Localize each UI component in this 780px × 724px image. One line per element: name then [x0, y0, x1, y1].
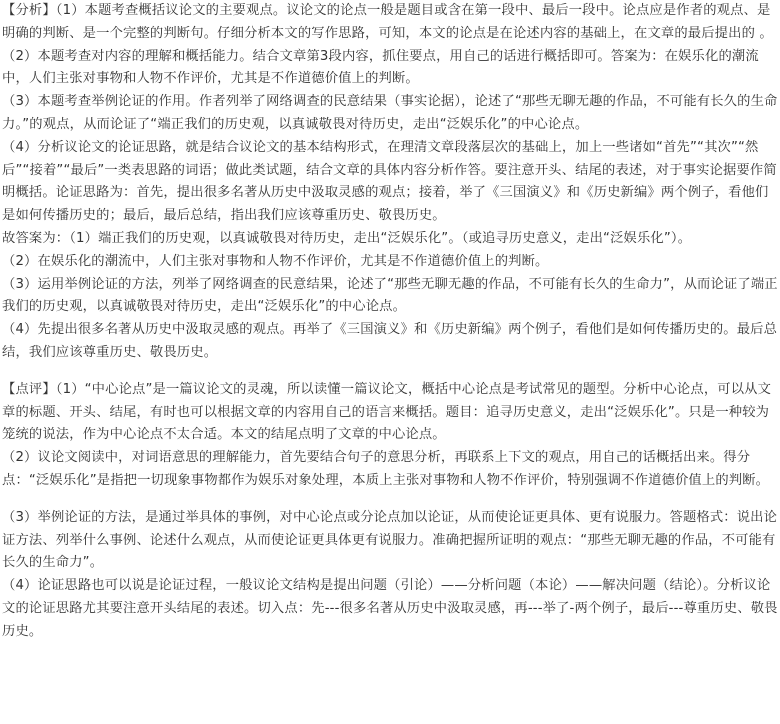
comment-paragraph-4: （4）论证思路也可以说是论证过程，一般议论文结构是提出问题（引论）——分析问题（本论）——解决问题（结论）。分析议论文的论证思路尤其要注意开头结尾的表述。切入点：先---很多名著从历史中汲取灵感，再---举了-两个例子，最后---尊重历史、敬畏历史。: [2, 578, 778, 639]
comment-paragraph-1: 【点评】（1）“中心论点”是一篇议论文的灵魂，所以读懂一篇议论文，概括中心论点是考试常见的题型。分析中心论点，可以从文章的标题、开头、结尾，有时也可以根据文章的内容用自己的语言来概括。题目：追寻历史意义，走出“泛娱乐化”。只是一种较为笼统的说法，作为中心论点不太合适。本文的结尾点明了文章的中心论点。: [2, 381, 772, 443]
analysis-paragraph-2: （2）本题考查对内容的理解和概括能力。结合文章第3段内容，抓住要点，用自己的话进行概括即可。答案为：在娱乐化的潮流中，人们主张对事物和人物不作评价，尤其是不作道德价值上的判断。: [2, 48, 759, 87]
answer-paragraph-3: （3）运用举例论证的方法，列举了网络调查的民意结果，论述了“那些无聊无趣的作品，不可能有长久的生命力”，从而论证了端正我们的历史观，以真诚敬畏对待历史，走出“泛娱乐化”的中心论点。: [2, 276, 778, 315]
comment-paragraph-3: （3）举例论证的方法，是通过举具体的事例，对中心论点或分论点加以论证，从而使论证更具体、更有说服力。答题格式：说出论证方法、列举什么事例、论述什么观点，从而使论证更具体更有说服力。准确把握所证明的观点：“那些无聊无趣的作品，不可能有长久的生命力”。: [2, 509, 778, 571]
answer-paragraph-1: 故答案为：（1）端正我们的历史观，以真诚敬畏对待历史，走出“泛娱乐化”。（或追寻历史意义，走出“泛娱乐化”）。: [2, 230, 692, 246]
answer-paragraph-2: （2）在娱乐化的潮流中，人们主张对事物和人物不作评价，尤其是不作道德价值上的判断。: [2, 253, 549, 269]
analysis-paragraph-1: 【分析】（1）本题考查概括议论文的主要观点。议论文的论点一般是题目或含在第一段中、最后一段中。论点应是作者的观点、是明确的判断、是一个完整的判断句。仔细分析本文的写作思路，可知，本文的论点是在论述内容的基础上，在文章的最后提出的 。: [2, 3, 773, 41]
analysis-paragraph-4: （4）分析议论文的论证思路，就是结合议论文的基本结构形式，在理清文章段落层次的基础上，加上一些诸如“首先”“其次”“然后”“接着”“最后”一类表思路的词语；做此类试题，结合文章的具体内容分析作答。要注意开头、结尾的表述，对于事实论据要作简明概括。论证思路为：首先，提出很多名著从历史中汲取灵感的观点；接着，举了《三国演义》和《历史新编》两个例子，看他们是如何传播历史的；最后，最后总结，指出我们应该尊重历史、敬畏历史。: [2, 139, 777, 224]
section-spacer: [2, 365, 778, 379]
comment-section: [2, 379, 778, 644]
analysis-paragraph-3: （3）本题考查举例论证的作用。作者列举了网络调查的民意结果（事实论据），论述了“那些无聊无趣的作品，不可能有长久的生命力。”的观点，从而论证了“端正我们的历史观，以真诚敬畏对待历史，走出“泛娱乐化”的中心论点。: [2, 94, 778, 132]
answer-paragraph-4: （4）先提出很多名著从历史中汲取灵感的观点。再举了《三国演义》和《历史新编》两个例子，看他们是如何传播历史的。最后总结，我们应该尊重历史、敬畏历史。: [2, 322, 778, 360]
comment-paragraph-2: （2）议论文阅读中，对词语意思的理解能力，首先要结合句子的意思分析，再联系上下文的观点，用自己的话概括出来。得分点：“泛娱乐化”是指把一切现象事物都作为娱乐对象处理，本质上主张对事物和人物不作评价，特别强调不作道德价值上的判断。: [2, 450, 770, 488]
analysis-section: [2, 0, 778, 365]
paragraph-spacer: [2, 493, 778, 507]
